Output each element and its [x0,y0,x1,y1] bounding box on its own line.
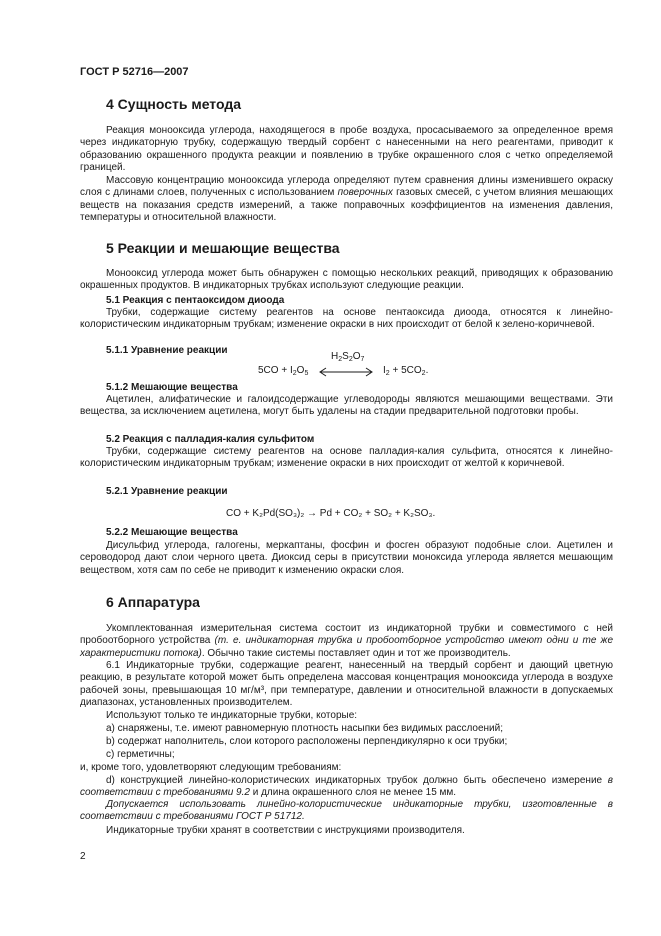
section-5-title: 5 Реакции и мешающие вещества [106,240,340,256]
section-6-paragraph-4: и, кроме того, удовлетворяют следующим требованиям: [80,762,342,773]
section-5-2-2-text: Дисульфид углерода, галогены, меркаптаны, фосфин и фосген образуют подобные слои. Ацетилен и сероводород дают слои черного цвета. Диоксид серы в присутствии моноксида углерода является мешающим веществом, хотя сам по себе не приводит к изменению окраски слоя. [80,540,613,576]
section-4-paragraph-2: Массовую концентрацию монооксида углерода определяют путем сравнения длины изменившего окраску слоя с длинами слоев, полученных с использованием поверочных газовых смесей, с учетом влияния мешающих веществ на показания средств измерений, а также поправочных коэффициентов на изменения давления, температуры и относительной влажности. [80,175,613,224]
section-5-2-title: 5.2 Реакция с палладия-калия сульфитом [106,434,315,445]
section-6-title: 6 Аппаратура [106,594,200,610]
equation-1-catalyst: $H_2S_2O_7$ [331,351,365,363]
section-5-1-1-title: 5.1.1 Уравнение реакции [106,345,228,356]
section-6-1-text: 6.1 Индикаторные трубки, содержащие реагент, нанесенный на твердый сорбент и дающий цветную реакцию, в результате которой может быть определена массовая концентрация монооксида углерода в воздухе рабочей зоны, превышающая 10 мг/м³, при температуре, давлении и относительной влажности в допускаемых диапазонах, установленных производителем. [80,660,613,709]
section-5-1-2-text: Ацетилен, алифатические и галоидсодержащие углеводороды являются мешающими веществами. Эти вещества, за исключением ацетилена, могут быть удалены на стадии предварительной подготовки пробы. [80,394,613,418]
section-6-paragraph-6: Допускается использовать линейно-колористические индикаторные трубки, изготовленные в соответствии с требованиями ГОСТ Р 51712. [80,799,613,823]
page-number: 2 [80,851,86,862]
section-5-1-text: Трубки, содержащие систему реагентов на основе пентаоксида диоода, относятся к линейно-колористическим индикаторным трубкам; изменение окраски в них происходит от белой к зелено-коричневой. [80,307,613,331]
equation-1-right: $I_2 + 5CO_2$. [383,365,429,377]
list-item-b: b) содержат наполнитель, слои которого расположены перпендикулярно к оси трубки; [106,736,508,747]
list-item-a: a) снаряжены, т.е. имеют равномерную плотность насыпки без видимых расслоений; [106,723,503,734]
equilibrium-arrow-icon [318,366,374,378]
document-header: ГОСТ Р 52716—2007 [80,66,189,78]
section-5-2-1-title: 5.2.1 Уравнение реакции [106,486,228,497]
equation-1-left: $5CO + I_2O_5$ [258,365,309,377]
section-6-paragraph-1: Укомплектованная измерительная система состоит из индикаторной трубки и совместимого с ней пробоотборного устройства (т. е. индикаторная трубка и пробоотборное устройство имеют одни и те же характеристики потока). Обычно такие системы поставляет один и тот же производитель. [80,623,614,659]
equation-2: CO + K₂Pd(SO₃)₂ → Pd + CO₂ + SO₂ + K₂SO₃. [226,508,436,519]
section-6-paragraph-7: Индикаторные трубки хранят в соответствии с инструкциями производителя. [106,825,465,836]
section-4-paragraph-1: Реакция монооксида углерода, находящегося в пробе воздуха, просасываемого за определенное время через индикаторную трубку, содержащую твердый сорбент с нанесенными на него реагентами, приводит к образованию окрашенного продукта реакции и появлению в трубке окрашенного слоя с четко определяемой границей. [80,125,613,174]
list-item-d: d) конструкцией линейно-колористических индикаторных трубок должно быть обеспечено измерение в соответствии с требованиями 9.2 и длина окрашенного слоя не менее 15 мм. [80,775,613,799]
section-6-paragraph-3: Используют только те индикаторные трубки, которые: [106,710,358,721]
section-5-paragraph-1: Монооксид углерода может быть обнаружен с помощью нескольких реакций, приводящих к образованию окрашенных продуктов. В индикаторных трубках используют следующие реакции. [80,268,613,292]
section-5-2-2-title: 5.2.2 Мешающие вещества [106,527,238,538]
section-5-1-title: 5.1 Реакция с пентаоксидом диоода [106,295,285,306]
list-item-c: c) герметичны; [106,749,175,760]
section-5-2-text: Трубки, содержащие систему реагентов на основе палладия-калия сульфита, относятся к линейно-колористическим индикаторным трубкам; изменение окраски в них происходит от желтой к коричневой. [80,446,613,470]
section-5-1-2-title: 5.1.2 Мешающие вещества [106,382,238,393]
section-4-title: 4 Сущность метода [106,96,242,112]
